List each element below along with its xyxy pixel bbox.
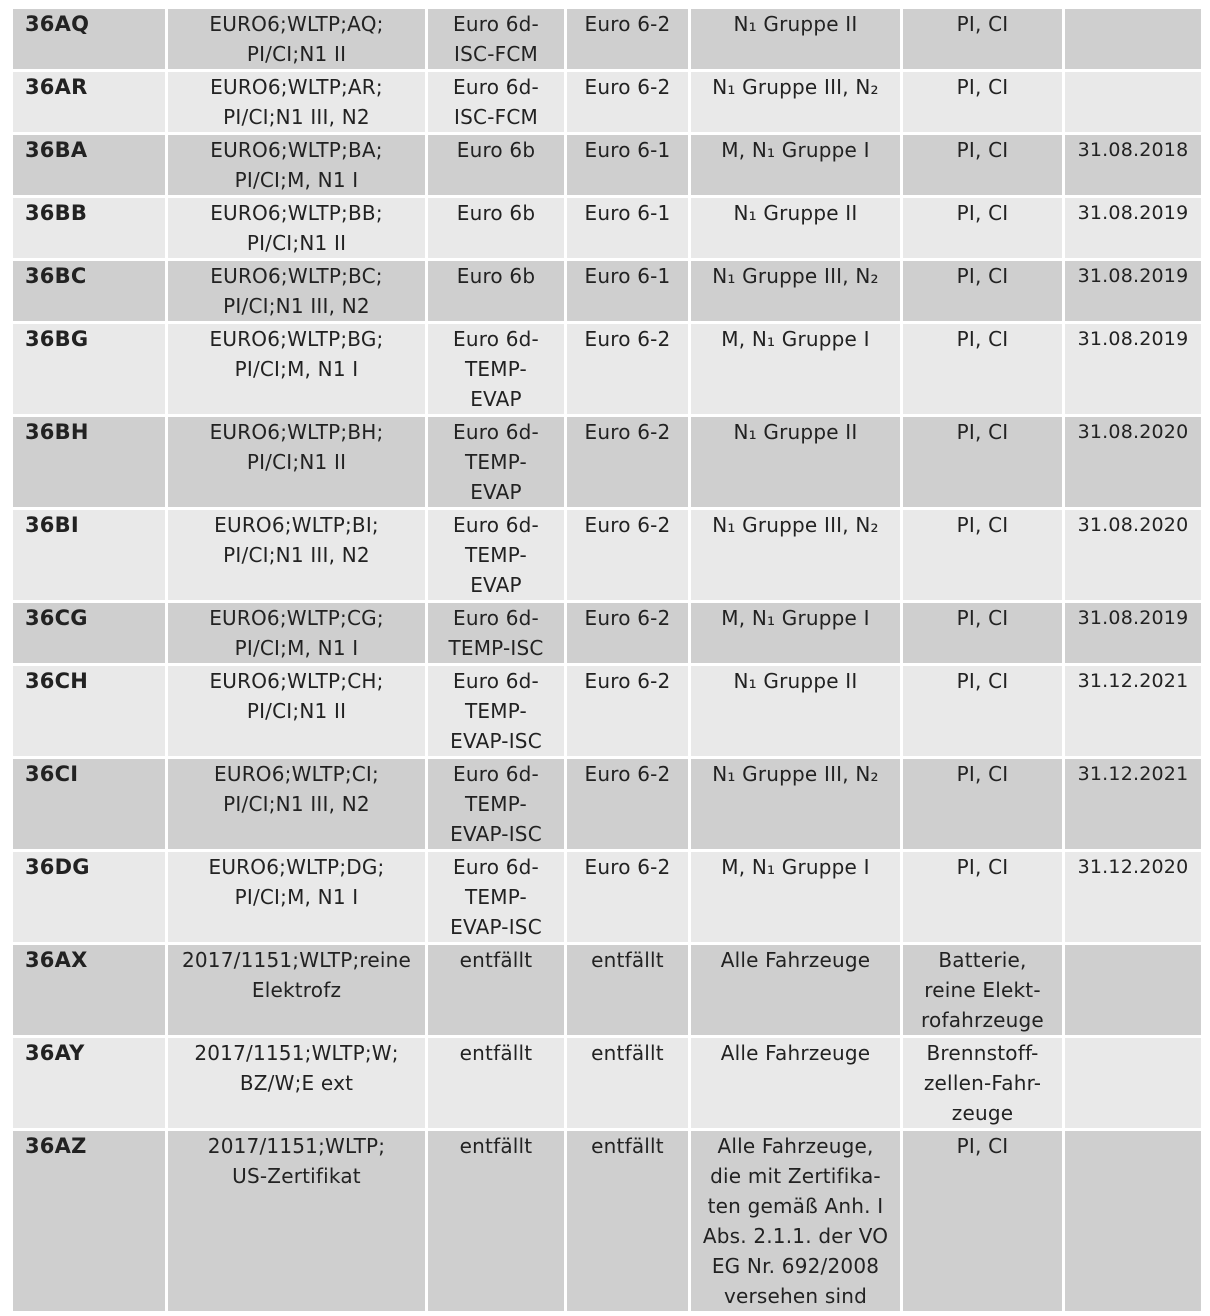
cell-text: 31.12.2020 bbox=[1077, 856, 1189, 878]
vehicle-class-cell bbox=[690, 197, 902, 260]
cell-text: PI, CI bbox=[956, 513, 1009, 537]
cell-text: 31.12.2021 bbox=[1077, 763, 1189, 785]
date-cell bbox=[1064, 323, 1203, 416]
cell-text: 36AZ bbox=[25, 1134, 87, 1158]
date-cell bbox=[1064, 851, 1203, 944]
vehicle-class-cell bbox=[690, 602, 902, 665]
cell-text: TEMP- bbox=[465, 450, 527, 474]
vehicle-class-cell bbox=[690, 665, 902, 758]
cell-text: EURO6;WLTP;AQ; bbox=[209, 12, 384, 36]
vehicle-class-cell bbox=[690, 323, 902, 416]
standard-cell bbox=[427, 416, 566, 509]
cell-text: reine Elekt- bbox=[924, 978, 1041, 1002]
cell-text: EURO6;WLTP;CH; bbox=[209, 669, 384, 693]
fuel-cell bbox=[902, 1037, 1064, 1130]
cell-text: EVAP bbox=[470, 573, 522, 597]
cell-text: M, N₁ Gruppe I bbox=[721, 606, 870, 630]
cell-text: EURO6;WLTP;BG; bbox=[209, 327, 384, 351]
cell-text: TEMP- bbox=[465, 543, 527, 567]
date-cell bbox=[1064, 1130, 1203, 1313]
cell-text: N₁ Gruppe II bbox=[733, 201, 858, 225]
date-cell bbox=[1064, 260, 1203, 323]
cell-text: PI/CI;N1 III, N2 bbox=[223, 543, 370, 567]
cell-text: Euro 6d- bbox=[453, 327, 539, 351]
cell-text: Euro 6-2 bbox=[584, 420, 671, 444]
table-row bbox=[12, 851, 1203, 944]
standard-cell bbox=[427, 8, 566, 71]
stage-cell bbox=[566, 944, 690, 1037]
vehicle-class-cell bbox=[690, 134, 902, 197]
cell-text: EG Nr. 692/2008 bbox=[711, 1254, 880, 1278]
cell-text: PI, CI bbox=[956, 855, 1009, 879]
designation-cell bbox=[167, 8, 427, 71]
cell-text: ISC-FCM bbox=[454, 42, 538, 66]
cell-text: TEMP-ISC bbox=[448, 636, 544, 660]
cell-text: PI, CI bbox=[956, 1134, 1009, 1158]
stage-cell bbox=[566, 323, 690, 416]
cell-text: Euro 6d- bbox=[453, 75, 539, 99]
cell-text: PI/CI;N1 II bbox=[246, 450, 347, 474]
cell-text: PI, CI bbox=[956, 138, 1009, 162]
cell-text: US-Zertifikat bbox=[232, 1164, 361, 1188]
cell-text: 36BH bbox=[25, 420, 89, 444]
stage-cell bbox=[566, 8, 690, 71]
vehicle-class-cell bbox=[690, 758, 902, 851]
stage-cell bbox=[566, 1037, 690, 1130]
cell-text: PI, CI bbox=[956, 12, 1009, 36]
cell-text: Euro 6-2 bbox=[584, 606, 671, 630]
cell-text: zeuge bbox=[951, 1101, 1014, 1125]
standard-cell bbox=[427, 758, 566, 851]
cell-text: PI, CI bbox=[956, 762, 1009, 786]
table-row bbox=[12, 8, 1203, 71]
cell-text: Euro 6-2 bbox=[584, 669, 671, 693]
date-cell bbox=[1064, 944, 1203, 1037]
code-cell bbox=[12, 1130, 167, 1313]
cell-text: M, N₁ Gruppe I bbox=[721, 138, 870, 162]
fuel-cell bbox=[902, 260, 1064, 323]
cell-text: 31.08.2019 bbox=[1077, 607, 1189, 629]
cell-text: Euro 6-1 bbox=[584, 264, 671, 288]
designation-cell bbox=[167, 416, 427, 509]
code-cell bbox=[12, 8, 167, 71]
cell-text: N₁ Gruppe II bbox=[733, 420, 858, 444]
cell-text: Euro 6b bbox=[456, 201, 536, 225]
cell-text: PI/CI;N1 III, N2 bbox=[223, 294, 370, 318]
fuel-cell bbox=[902, 134, 1064, 197]
cell-text: N₁ Gruppe II bbox=[733, 669, 858, 693]
cell-text: ten gemäß Anh. I bbox=[707, 1194, 884, 1218]
vehicle-class-cell bbox=[690, 1130, 902, 1313]
cell-text: Euro 6-2 bbox=[584, 513, 671, 537]
standard-cell bbox=[427, 1130, 566, 1313]
code-cell bbox=[12, 416, 167, 509]
table-row bbox=[12, 416, 1203, 509]
stage-cell bbox=[566, 71, 690, 134]
code-cell bbox=[12, 197, 167, 260]
cell-text: PI/CI;M, N1 I bbox=[234, 357, 359, 381]
cell-text: 31.08.2019 bbox=[1077, 328, 1189, 350]
cell-text: EURO6;WLTP;BI; bbox=[214, 513, 379, 537]
table-row bbox=[12, 602, 1203, 665]
date-cell bbox=[1064, 416, 1203, 509]
cell-text: die mit Zertifika- bbox=[710, 1164, 881, 1188]
cell-text: entfällt bbox=[591, 1041, 664, 1065]
code-cell bbox=[12, 260, 167, 323]
stage-cell bbox=[566, 1130, 690, 1313]
designation-cell bbox=[167, 134, 427, 197]
cell-text: TEMP- bbox=[465, 699, 527, 723]
cell-text: EVAP bbox=[470, 480, 522, 504]
designation-cell bbox=[167, 1037, 427, 1130]
code-cell bbox=[12, 1037, 167, 1130]
code-cell bbox=[12, 665, 167, 758]
emission-code-table bbox=[10, 6, 1204, 1314]
cell-text: EURO6;WLTP;BH; bbox=[209, 420, 384, 444]
cell-text: Euro 6d- bbox=[453, 762, 539, 786]
cell-text: BZ/W;E ext bbox=[239, 1071, 354, 1095]
vehicle-class-cell bbox=[690, 416, 902, 509]
designation-cell bbox=[167, 509, 427, 602]
cell-text: 36CI bbox=[25, 762, 79, 786]
cell-text: N₁ Gruppe III, N₂ bbox=[712, 264, 879, 288]
fuel-cell bbox=[902, 944, 1064, 1037]
designation-cell bbox=[167, 665, 427, 758]
cell-text: 36AR bbox=[25, 75, 88, 99]
cell-text: M, N₁ Gruppe I bbox=[721, 855, 870, 879]
cell-text: PI, CI bbox=[956, 606, 1009, 630]
cell-text: PI/CI;M, N1 I bbox=[234, 885, 359, 909]
cell-text: EVAP-ISC bbox=[450, 729, 542, 753]
fuel-cell bbox=[902, 851, 1064, 944]
cell-text: PI/CI;M, N1 I bbox=[234, 636, 359, 660]
cell-text: 36BG bbox=[25, 327, 89, 351]
date-cell bbox=[1064, 8, 1203, 71]
cell-text: M, N₁ Gruppe I bbox=[721, 327, 870, 351]
cell-text: TEMP- bbox=[465, 357, 527, 381]
cell-text: EURO6;WLTP;DG; bbox=[208, 855, 385, 879]
cell-text: PI/CI;M, N1 I bbox=[234, 168, 359, 192]
standard-cell bbox=[427, 665, 566, 758]
table-row bbox=[12, 758, 1203, 851]
code-cell bbox=[12, 134, 167, 197]
designation-cell bbox=[167, 323, 427, 416]
date-cell bbox=[1064, 665, 1203, 758]
date-cell bbox=[1064, 134, 1203, 197]
cell-text: 36BI bbox=[25, 513, 79, 537]
fuel-cell bbox=[902, 71, 1064, 134]
cell-text: EURO6;WLTP;CG; bbox=[209, 606, 384, 630]
cell-text: 36CH bbox=[25, 669, 89, 693]
date-cell bbox=[1064, 758, 1203, 851]
cell-text: PI/CI;N1 III, N2 bbox=[223, 105, 370, 129]
cell-text: entfällt bbox=[459, 948, 533, 972]
designation-cell bbox=[167, 944, 427, 1037]
code-cell bbox=[12, 323, 167, 416]
code-cell bbox=[12, 851, 167, 944]
cell-text: 31.08.2019 bbox=[1077, 202, 1189, 224]
fuel-cell bbox=[902, 323, 1064, 416]
stage-cell bbox=[566, 851, 690, 944]
vehicle-class-cell bbox=[690, 8, 902, 71]
code-cell bbox=[12, 758, 167, 851]
stage-cell bbox=[566, 416, 690, 509]
date-cell bbox=[1064, 1037, 1203, 1130]
standard-cell bbox=[427, 197, 566, 260]
cell-text: versehen sind bbox=[723, 1284, 868, 1308]
cell-text: N₁ Gruppe III, N₂ bbox=[712, 75, 879, 99]
cell-text: Alle Fahrzeuge, bbox=[717, 1134, 874, 1158]
cell-text: Batterie, bbox=[938, 948, 1027, 972]
cell-text: 31.08.2020 bbox=[1077, 421, 1189, 443]
standard-cell bbox=[427, 1037, 566, 1130]
cell-text: Euro 6-2 bbox=[584, 75, 671, 99]
standard-cell bbox=[427, 323, 566, 416]
cell-text: PI/CI;N1 II bbox=[246, 699, 347, 723]
fuel-cell bbox=[902, 758, 1064, 851]
table-row bbox=[12, 665, 1203, 758]
cell-text: PI/CI;N1 II bbox=[246, 42, 347, 66]
cell-text: PI, CI bbox=[956, 264, 1009, 288]
cell-text: Euro 6-1 bbox=[584, 138, 671, 162]
cell-text: Alle Fahrzeuge bbox=[720, 1041, 871, 1065]
cell-text: PI/CI;N1 III, N2 bbox=[223, 792, 370, 816]
cell-text: 2017/1151;WLTP; bbox=[207, 1134, 386, 1158]
code-cell bbox=[12, 602, 167, 665]
designation-cell bbox=[167, 197, 427, 260]
stage-cell bbox=[566, 758, 690, 851]
vehicle-class-cell bbox=[690, 71, 902, 134]
table-row bbox=[12, 260, 1203, 323]
standard-cell bbox=[427, 602, 566, 665]
vehicle-class-cell bbox=[690, 1037, 902, 1130]
cell-text: 36CG bbox=[25, 606, 88, 630]
vehicle-class-cell bbox=[690, 851, 902, 944]
fuel-cell bbox=[902, 8, 1064, 71]
designation-cell bbox=[167, 260, 427, 323]
cell-text: EURO6;WLTP;AR; bbox=[210, 75, 383, 99]
cell-text: Alle Fahrzeuge bbox=[720, 948, 871, 972]
cell-text: EURO6;WLTP;BB; bbox=[210, 201, 383, 225]
stage-cell bbox=[566, 665, 690, 758]
cell-text: 36BB bbox=[25, 201, 88, 225]
standard-cell bbox=[427, 260, 566, 323]
table-row bbox=[12, 134, 1203, 197]
cell-text: entfällt bbox=[591, 948, 664, 972]
designation-cell bbox=[167, 1130, 427, 1313]
fuel-cell bbox=[902, 416, 1064, 509]
date-cell bbox=[1064, 602, 1203, 665]
cell-text: 36BA bbox=[25, 138, 88, 162]
cell-text: 36DG bbox=[25, 855, 90, 879]
cell-text: 36AX bbox=[25, 948, 88, 972]
cell-text: entfällt bbox=[459, 1041, 533, 1065]
cell-text: Euro 6d- bbox=[453, 855, 539, 879]
cell-text: EVAP bbox=[470, 387, 522, 411]
designation-cell bbox=[167, 71, 427, 134]
code-cell bbox=[12, 71, 167, 134]
vehicle-class-cell bbox=[690, 260, 902, 323]
cell-text: 36AY bbox=[25, 1041, 85, 1065]
cell-text: EURO6;WLTP;CI; bbox=[214, 762, 379, 786]
cell-text: Euro 6d- bbox=[453, 669, 539, 693]
cell-text: EVAP-ISC bbox=[450, 822, 542, 846]
cell-text: Euro 6-2 bbox=[584, 327, 671, 351]
stage-cell bbox=[566, 260, 690, 323]
table-row bbox=[12, 1130, 1203, 1313]
vehicle-class-cell bbox=[690, 944, 902, 1037]
cell-text: PI/CI;N1 II bbox=[246, 231, 347, 255]
designation-cell bbox=[167, 758, 427, 851]
cell-text: entfällt bbox=[459, 1134, 533, 1158]
cell-text: Euro 6-2 bbox=[584, 855, 671, 879]
cell-text: N₁ Gruppe III, N₂ bbox=[712, 762, 879, 786]
cell-text: N₁ Gruppe III, N₂ bbox=[712, 513, 879, 537]
cell-text: Euro 6-2 bbox=[584, 12, 671, 36]
cell-text: EVAP-ISC bbox=[450, 915, 542, 939]
stage-cell bbox=[566, 134, 690, 197]
cell-text: PI, CI bbox=[956, 420, 1009, 444]
cell-text: TEMP- bbox=[465, 792, 527, 816]
cell-text: Elektrofz bbox=[251, 978, 342, 1002]
cell-text: rofahrzeuge bbox=[921, 1008, 1044, 1032]
cell-text: 31.12.2021 bbox=[1077, 670, 1189, 692]
vehicle-class-cell bbox=[690, 509, 902, 602]
code-cell bbox=[12, 509, 167, 602]
cell-text: 36BC bbox=[25, 264, 87, 288]
table-row bbox=[12, 1037, 1203, 1130]
cell-text: 31.08.2019 bbox=[1077, 265, 1189, 287]
standard-cell bbox=[427, 851, 566, 944]
table-row bbox=[12, 71, 1203, 134]
cell-text: 31.08.2020 bbox=[1077, 514, 1189, 536]
cell-text: Euro 6-2 bbox=[584, 762, 671, 786]
stage-cell bbox=[566, 197, 690, 260]
code-cell bbox=[12, 944, 167, 1037]
cell-text: Euro 6d- bbox=[453, 513, 539, 537]
cell-text: EURO6;WLTP;BA; bbox=[210, 138, 383, 162]
cell-text: PI, CI bbox=[956, 669, 1009, 693]
fuel-cell bbox=[902, 197, 1064, 260]
cell-text: Euro 6d- bbox=[453, 420, 539, 444]
cell-text: Euro 6d- bbox=[453, 12, 539, 36]
standard-cell bbox=[427, 71, 566, 134]
cell-text: Euro 6b bbox=[456, 138, 536, 162]
date-cell bbox=[1064, 71, 1203, 134]
cell-text: entfällt bbox=[591, 1134, 664, 1158]
cell-text: 2017/1151;WLTP;reine bbox=[181, 948, 412, 972]
cell-text: ISC-FCM bbox=[454, 105, 538, 129]
cell-text: Euro 6-1 bbox=[584, 201, 671, 225]
stage-cell bbox=[566, 602, 690, 665]
table-body bbox=[12, 8, 1203, 1313]
cell-text: Abs. 2.1.1. der VO bbox=[702, 1224, 889, 1248]
cell-text: N₁ Gruppe II bbox=[733, 12, 858, 36]
cell-text: Euro 6b bbox=[456, 264, 536, 288]
table-row bbox=[12, 509, 1203, 602]
cell-text: PI, CI bbox=[956, 327, 1009, 351]
cell-text: EURO6;WLTP;BC; bbox=[210, 264, 383, 288]
table-row bbox=[12, 323, 1203, 416]
cell-text: Brennstoff- bbox=[926, 1041, 1039, 1065]
stage-cell bbox=[566, 509, 690, 602]
cell-text: 31.08.2018 bbox=[1077, 139, 1189, 161]
fuel-cell bbox=[902, 1130, 1064, 1313]
standard-cell bbox=[427, 509, 566, 602]
date-cell bbox=[1064, 197, 1203, 260]
cell-text: zellen-Fahr- bbox=[923, 1071, 1042, 1095]
cell-text: PI, CI bbox=[956, 75, 1009, 99]
cell-text: TEMP- bbox=[465, 885, 527, 909]
table-row bbox=[12, 944, 1203, 1037]
fuel-cell bbox=[902, 665, 1064, 758]
cell-text: 36AQ bbox=[25, 12, 90, 36]
standard-cell bbox=[427, 134, 566, 197]
table-row bbox=[12, 197, 1203, 260]
date-cell bbox=[1064, 509, 1203, 602]
cell-text: PI, CI bbox=[956, 201, 1009, 225]
fuel-cell bbox=[902, 509, 1064, 602]
cell-text: Euro 6d- bbox=[453, 606, 539, 630]
standard-cell bbox=[427, 944, 566, 1037]
designation-cell bbox=[167, 602, 427, 665]
cell-text: 2017/1151;WLTP;W; bbox=[194, 1041, 399, 1065]
fuel-cell bbox=[902, 602, 1064, 665]
designation-cell bbox=[167, 851, 427, 944]
